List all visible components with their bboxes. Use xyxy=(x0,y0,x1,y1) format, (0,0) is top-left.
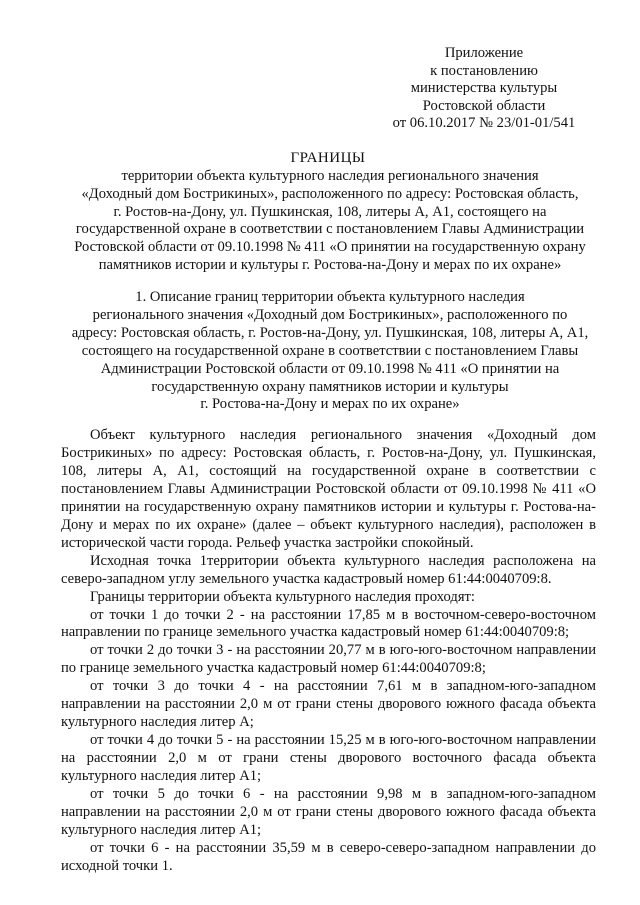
section-heading-line: Администрации Ростовской области от 09.10.1998 № 411 «О принятии на xyxy=(100,360,560,377)
document-title: ГРАНИЦЫ xyxy=(290,150,366,166)
subtitle-line: г. Ростов-на-Дону, ул. Пушкинская, 108, литеры А, А1, состоящего на xyxy=(113,203,547,220)
body-paragraph: Объект культурного наследия регионального значения «Доходный дом Бострикиных» по адресу: Ростовская область, г. Ростов-на-Дону, ул. Пушкинская, 108, литеры А, А1, состоящий на государственной охране в соответствии с постановлением Главы Администрации Ростовской области от 09.10.1998 № 411 «О принятии на государственную охрану памятников истории и культуры г. Ростова-на-Дону и мерах по их охране» (далее – объект культурного наследия), расположен в исторической части города. Рельеф участка застройки спокойный. xyxy=(61,427,596,551)
section-heading-line: государственную охрану памятников истории и культуры xyxy=(151,378,509,395)
section-heading-line: регионального значения «Доходный дом Бострикиных», расположенного по xyxy=(92,306,568,323)
boundary-segment: от точки 5 до точки 6 - на расстоянии 9,98 м в западном-юго-западном направлении на расстоянии 2,0 м от грани стены дворового южного фасада объекта культурного наследия литер А1; xyxy=(61,786,596,838)
subtitle-line: территории объекта культурного наследия регионального значения xyxy=(121,168,539,184)
document-subtitle xyxy=(50,168,610,275)
section-heading xyxy=(50,289,610,414)
boundary-segment: от точки 6 - на расстоянии 35,59 м в северо-северо-западном направлении до исходной точки 1. xyxy=(61,839,596,874)
section-heading-line: г. Ростова-на-Дону и мерах по их охране» xyxy=(200,396,460,413)
boundary-segment: от точки 3 до точки 4 - на расстоянии 7,61 м в западном-юго-западном направлении на расстоянии 2,0 м от грани стены дворового южного фасада объекта культурного наследия литер А; xyxy=(61,678,596,731)
section-heading-line: 1. Описание границ территории объекта культурного наследия xyxy=(135,289,525,305)
appendix-block xyxy=(384,45,584,133)
subtitle-line: «Доходный дом Бострикиных», расположенного по адресу: Ростовская область, xyxy=(81,185,579,202)
subtitle-line: государственной охране в соответствии с постановлением Главы Администрации xyxy=(75,221,585,238)
body-text xyxy=(61,427,596,876)
appendix-line: Приложение xyxy=(444,45,524,61)
body-paragraph: Границы территории объекта культурного наследия проходят: xyxy=(90,588,475,605)
subtitle-line: памятников истории и культуры г. Ростова-на-Дону и мерах по их охране» xyxy=(98,256,562,273)
boundary-segment: от точки 2 до точки 3 - на расстоянии 20,77 м в юго-юго-восточном направлении по границе земельного участка кадастровый номер 61:44:0040709:8; xyxy=(61,642,596,677)
subtitle-line: Ростовской области от 09.10.1998 № 411 «О принятии на государственную охрану xyxy=(74,239,586,256)
appendix-line: Ростовской области xyxy=(422,97,546,114)
boundary-segment: от точки 4 до точки 5 - на расстоянии 15,25 м в юго-юго-восточном направлении на расстоянии 2,0 м от грани стены дворового восточного фасада объекта культурного наследия литер А1; xyxy=(61,732,596,785)
appendix-line: министерства культуры xyxy=(410,80,558,97)
body-paragraph: Исходная точка 1территории объекта культурного наследия расположена на северо-западном углу земельного участка кадастровый номер 61:44:0040709:8. xyxy=(61,552,596,587)
appendix-line: от 06.10.2017 № 23/01-01/541 xyxy=(392,115,576,132)
boundary-segment: от точки 1 до точки 2 - на расстоянии 17,85 м в восточном-северо-восточном направлении по границе земельного участка кадастровый номер 61:44:0040709:8; xyxy=(61,606,596,641)
section-heading-line: состоящего на государственной охране в соответствии с постановлением Главы xyxy=(81,342,579,359)
appendix-line: к постановлению xyxy=(430,62,538,79)
section-heading-line: адресу: Ростовская область, г. Ростов-на-Дону, ул. Пушкинская, 108, литеры А, А1, xyxy=(71,324,589,341)
